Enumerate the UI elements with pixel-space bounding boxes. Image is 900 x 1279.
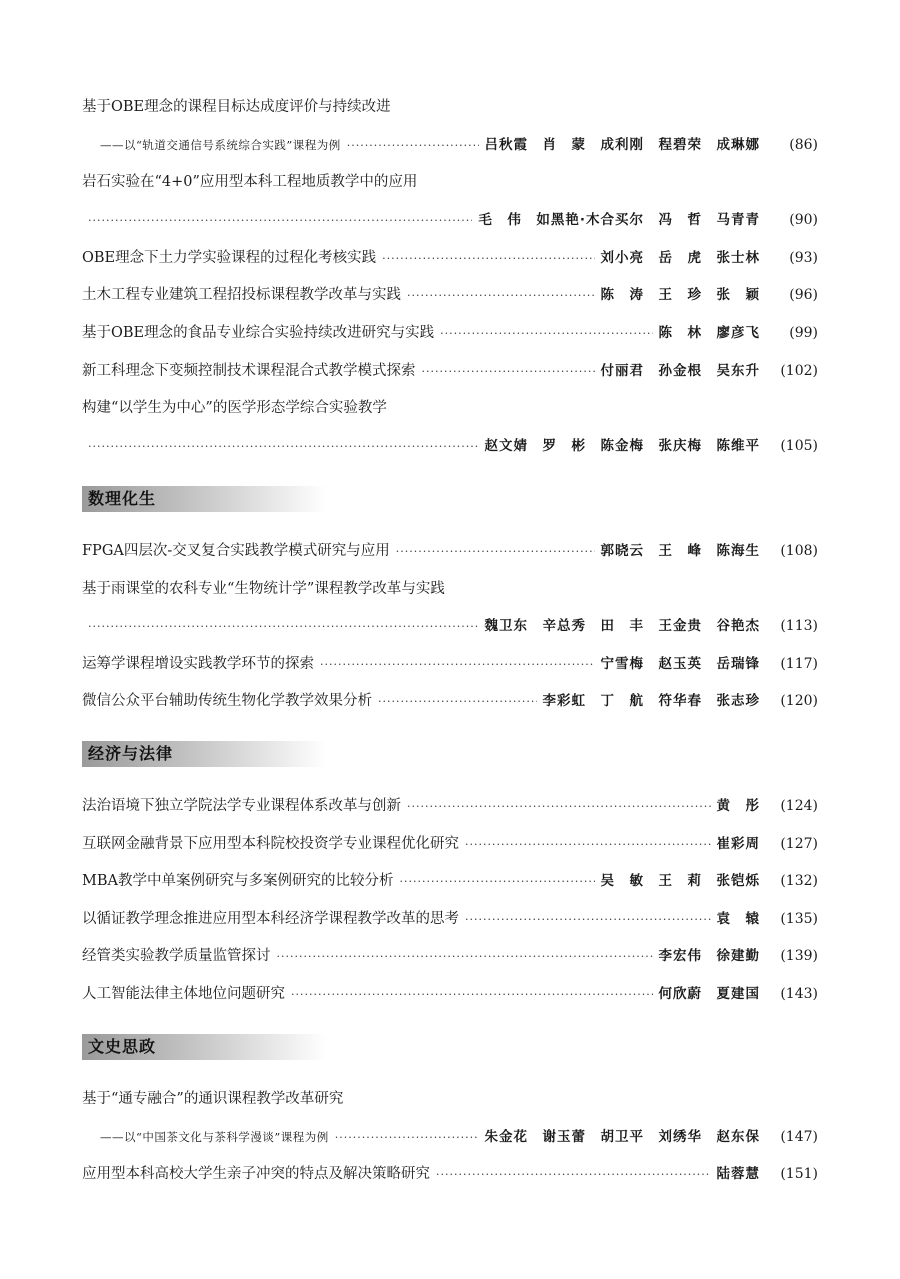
toc-entry-continuation (82, 1126, 818, 1148)
toc-entry (82, 795, 818, 817)
entry-title: 应用型本科高校大学生亲子冲突的特点及解决策略研究 (82, 1166, 430, 1182)
entry-authors: 袁 辕 (716, 911, 760, 927)
toc-line (82, 540, 818, 563)
toc-entry (82, 322, 818, 344)
leader-dots (347, 135, 479, 157)
entry-page: (86) (789, 137, 818, 153)
toc-entry (82, 360, 818, 382)
entry-authors: 刘小亮 岳 虎 张士林 (600, 250, 760, 266)
entry-authors: 陈 涛 王 珍 张 颖 (600, 287, 760, 303)
entry-title: 法治语境下独立学院法学专业课程体系改革与创新 (82, 798, 401, 814)
toc-entry (82, 908, 818, 930)
toc-entry (82, 870, 818, 892)
entry-authors: 吴 敏 王 莉 张铠烁 (600, 873, 760, 889)
entry-subtitle: ——以“中国茶文化与茶科学漫谈”课程为例 (100, 1130, 329, 1144)
entry-page: (124) (780, 798, 818, 814)
leader-dots (277, 946, 653, 968)
toc-line (82, 1126, 818, 1149)
toc-line (82, 615, 818, 638)
toc-entry (82, 653, 818, 675)
entry-title: 人工智能法律主体地位问题研究 (82, 986, 285, 1002)
section-header (82, 1034, 327, 1060)
toc-line (82, 1163, 818, 1186)
toc-entry-continuation (82, 615, 818, 637)
toc-line (82, 870, 818, 893)
entry-title: MBA教学中单案例研究与多案例研究的比较分析 (82, 873, 394, 889)
entry-page: (117) (780, 656, 818, 672)
toc-line (82, 908, 818, 931)
toc-entry (82, 397, 818, 419)
toc-entry (82, 578, 818, 600)
entry-authors: 陈 林 廖彦飞 (658, 325, 760, 341)
entry-page: (99) (789, 325, 818, 341)
toc-entry (82, 171, 818, 193)
leader-dots (436, 1164, 711, 1186)
section-title: 文史思政 (88, 1037, 157, 1056)
entry-page: (139) (780, 948, 818, 964)
entry-authors: 赵文婧 罗 彬 陈金梅 张庆梅 陈维平 (484, 438, 760, 454)
toc-line (82, 435, 818, 458)
toc-line (82, 284, 818, 307)
section-title: 经济与法律 (88, 744, 174, 763)
toc-line (82, 209, 818, 232)
leader-dots (88, 616, 479, 638)
entry-authors: 黄 彤 (716, 798, 760, 814)
toc-entry-continuation (82, 134, 818, 156)
section-title: 数理化生 (88, 489, 157, 508)
toc-line (82, 322, 818, 345)
toc-entry (82, 1163, 818, 1185)
entry-page: (90) (789, 212, 818, 228)
leader-dots (320, 654, 595, 676)
entry-page: (108) (780, 543, 818, 559)
section-header (82, 486, 327, 512)
entry-authors: 李彩虹 丁 航 符华春 张志珍 (542, 693, 760, 709)
toc-entry-continuation (82, 209, 818, 231)
toc-entry-continuation (82, 435, 818, 457)
entry-page: (96) (789, 287, 818, 303)
leader-dots (407, 285, 595, 307)
leader-dots (440, 323, 652, 345)
entry-page: (102) (780, 363, 818, 379)
entry-title: OBE理念下土力学实验课程的过程化考核实践 (82, 250, 377, 266)
toc-entry (82, 945, 818, 967)
toc-entry (82, 284, 818, 306)
toc-entry (82, 983, 818, 1005)
toc-line (82, 690, 818, 713)
toc-line (82, 983, 818, 1006)
entry-title: 基于雨课堂的农科专业“生物统计学”课程教学改革与实践 (82, 581, 445, 597)
entry-authors: 魏卫东 辛总秀 田 丰 王金贵 谷艳杰 (484, 618, 760, 634)
entry-title: 运筹学课程增设实践教学环节的探索 (82, 656, 314, 672)
entry-subtitle: ——以“轨道交通信号系统综合实践”课程为例 (100, 138, 341, 152)
entry-title: 微信公众平台辅助传统生物化学教学效果分析 (82, 693, 372, 709)
entry-page: (132) (780, 873, 818, 889)
leader-dots (407, 796, 711, 818)
leader-dots (88, 210, 472, 232)
entry-title: 基于OBE理念的课程目标达成度评价与持续改进 (82, 99, 391, 115)
toc-line (82, 134, 818, 157)
toc-entry (82, 1088, 818, 1110)
entry-page: (113) (780, 618, 818, 634)
leader-dots (465, 834, 711, 856)
entry-page: (143) (780, 986, 818, 1002)
toc-line (82, 360, 818, 383)
entry-title: 构建“以学生为中心”的医学形态学综合实验教学 (82, 400, 387, 416)
entry-authors: 崔彩周 (716, 836, 760, 852)
toc-line (82, 833, 818, 856)
leader-dots (396, 541, 595, 563)
toc-line (82, 795, 818, 818)
entry-page: (120) (780, 693, 818, 709)
toc-entry (82, 540, 818, 562)
leader-dots (422, 361, 595, 383)
entry-page: (127) (780, 836, 818, 852)
toc-entry (82, 690, 818, 712)
toc-line (82, 247, 818, 270)
entry-authors: 付丽君 孙金根 吴东升 (600, 363, 760, 379)
entry-page: (93) (789, 250, 818, 266)
leader-dots (465, 909, 711, 931)
entry-title: 岩石实验在“4+0”应用型本科工程地质教学中的应用 (82, 174, 418, 190)
entry-authors: 宁雪梅 赵玉英 岳瑞锋 (600, 656, 760, 672)
leader-dots (335, 1127, 479, 1149)
entry-page: (135) (780, 911, 818, 927)
leader-dots (88, 436, 479, 458)
entry-authors: 何欣蔚 夏建国 (658, 986, 760, 1002)
entry-title: 基于OBE理念的食品专业综合实验持续改进研究与实践 (82, 325, 435, 341)
entry-title: 经管类实验教学质量监管探讨 (82, 948, 271, 964)
entry-page: (151) (780, 1166, 818, 1182)
entry-title: 互联网金融背景下应用型本科院校投资学专业课程优化研究 (82, 836, 459, 852)
toc-line (82, 945, 818, 968)
entry-title: 新工科理念下变频控制技术课程混合式教学模式探索 (82, 363, 416, 379)
entry-title: 基于“通专融合”的通识课程教学改革研究 (82, 1091, 344, 1107)
entry-authors: 陆蓉慧 (716, 1166, 760, 1182)
entry-title: 以循证教学理念推进应用型本科经济学课程教学改革的思考 (82, 911, 459, 927)
entry-page: (147) (780, 1129, 818, 1145)
leader-dots (378, 691, 537, 713)
entry-authors: 郭晓云 王 峰 陈海生 (600, 543, 760, 559)
entry-authors: 朱金花 谢玉蕾 胡卫平 刘绣华 赵东保 (484, 1129, 760, 1145)
entry-title: FPGA四层次-交叉复合实践教学模式研究与应用 (82, 543, 390, 559)
entry-authors: 毛 伟 如黑艳·木合买尔 冯 哲 马青青 (478, 212, 760, 228)
entry-authors: 李宏伟 徐建勤 (658, 948, 760, 964)
toc-entry (82, 247, 818, 269)
toc-entry (82, 833, 818, 855)
section-header (82, 741, 327, 767)
toc-entry (82, 96, 818, 118)
leader-dots (382, 248, 594, 270)
entry-page: (105) (780, 438, 818, 454)
toc-line (82, 653, 818, 676)
leader-dots (399, 871, 594, 893)
leader-dots (291, 984, 653, 1006)
entry-authors: 吕秋霞 肖 蒙 成利刚 程碧荣 成琳娜 (484, 137, 760, 153)
entry-title: 土木工程专业建筑工程招投标课程教学改革与实践 (82, 287, 401, 303)
